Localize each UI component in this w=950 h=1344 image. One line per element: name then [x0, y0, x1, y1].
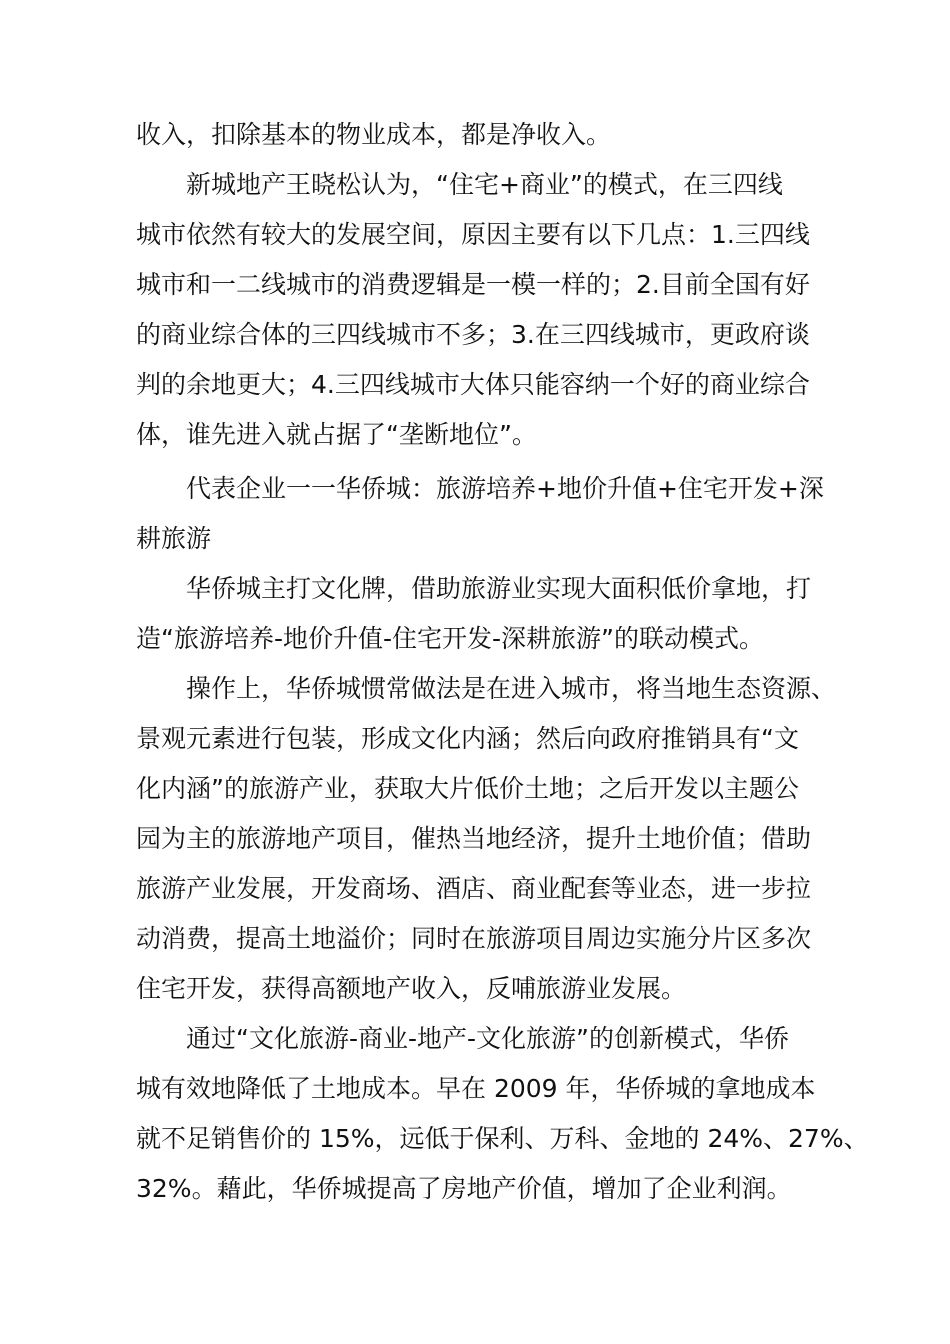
paragraph-line: 收入，扣除基本的物业成本，都是净收入。	[136, 120, 612, 149]
paragraph-line: 操作上，华侨城惯常做法是在进入城市，将当地生态资源、	[186, 674, 837, 703]
paragraph-line: 城市依然有较大的发展空间，原因主要有以下几点：1.三四线	[136, 220, 810, 249]
paragraph-line: 32%。藉此，华侨城提高了房地产价值，增加了企业利润。	[136, 1174, 792, 1203]
paragraph-line: 的商业综合体的三四线城市不多；3.在三四线城市，更政府谈	[136, 320, 810, 349]
paragraph-line: 城市和一二线城市的消费逻辑是一模一样的；2.目前全国有好	[136, 270, 810, 299]
section-heading-line: 耕旅游	[136, 524, 212, 553]
paragraph-line: 旅游产业发展，开发商场、酒店、商业配套等业态，进一步拉	[136, 874, 812, 903]
paragraph-line: 体，谁先进入就占据了“垄断地位”。	[136, 420, 537, 449]
paragraph-line: 城有效地降低了土地成本。早在 2009 年，华侨城的拿地成本	[136, 1074, 816, 1103]
paragraph-line: 园为主的旅游地产项目，催热当地经济，提升土地价值；借助	[136, 824, 812, 853]
paragraph-line: 华侨城主打文化牌，借助旅游业实现大面积低价拿地，打	[186, 574, 812, 603]
paragraph-line: 就不足销售价的 15%，远低于保利、万科、金地的 24%、27%、	[136, 1124, 869, 1153]
paragraph-line: 景观元素进行包装，形成文化内涵；然后向政府推销具有“文	[136, 724, 799, 753]
paragraph-line: 造“旅游培养-地价升值-住宅开发-深耕旅游”的联动模式。	[136, 624, 764, 653]
paragraph-line: 新城地产王晓松认为，“住宅+商业”的模式，在三四线	[186, 170, 783, 199]
paragraph-line: 通过“文化旅游-商业-地产-文化旅游”的创新模式，华侨	[186, 1024, 789, 1053]
section-heading-line: 代表企业一一华侨城：旅游培养+地价升值+住宅开发+深	[186, 474, 824, 503]
paragraph-line: 判的余地更大；4.三四线城市大体只能容纳一个好的商业综合	[136, 370, 810, 399]
paragraph-line: 动消费，提高土地溢价；同时在旅游项目周边实施分片区多次	[136, 924, 812, 953]
paragraph-line: 化内涵”的旅游产业，获取大片低价土地；之后开发以主题公	[136, 774, 799, 803]
paragraph-line: 住宅开发，获得高额地产收入，反哺旅游业发展。	[136, 974, 687, 1003]
